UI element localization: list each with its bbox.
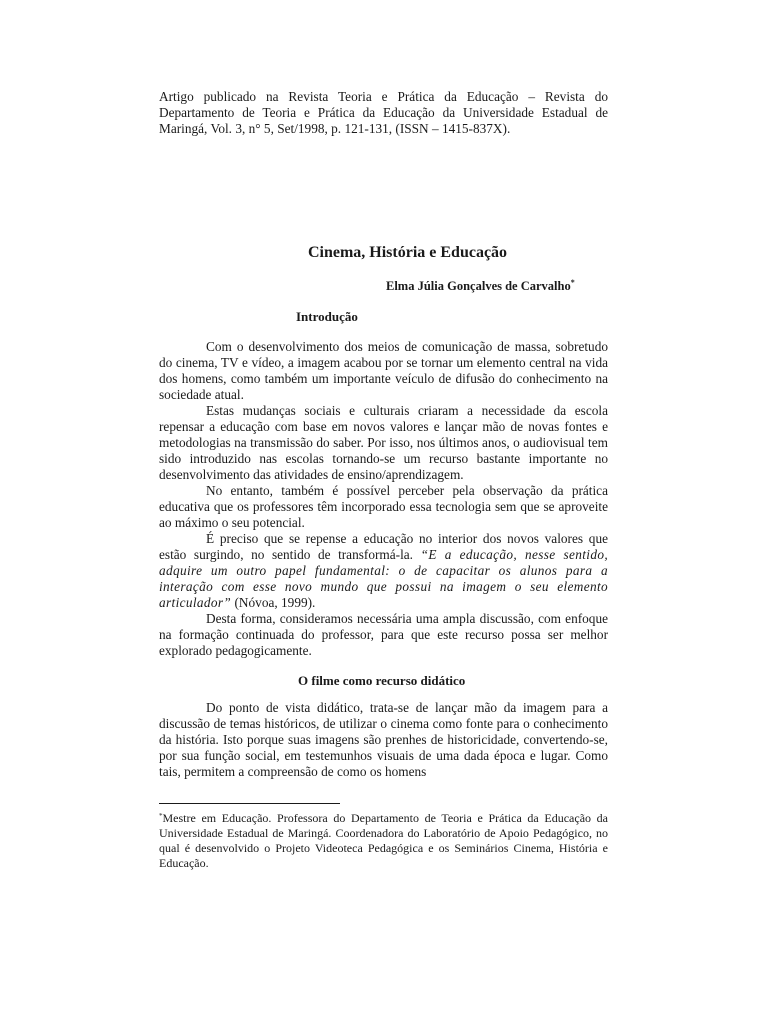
- footnote-text: Mestre em Educação. Professora do Departamento de Teoria e Prática da Educação da Universidade Estadual de Maringá. Coordenadora do Laboratório de Apoio Pedagógico, no qual é desenvolvido o Projeto Videoteca Pedagógica e os Seminários Cinema, História e Educação.: [159, 811, 608, 870]
- introduction-body: [159, 339, 608, 659]
- section-heading-introduction: Introdução: [296, 309, 358, 324]
- film-section-body: [159, 700, 608, 780]
- footnote: [159, 811, 608, 871]
- paragraph: Com o desenvolvimento dos meios de comunicação de massa, sobretudo do cinema, TV e vídeo, a imagem acabou por se tornar um elemento central na vida dos homens, como também um importante veículo de difusão do conhecimento na sociedade atual.: [159, 339, 608, 402]
- paragraph: Estas mudanças sociais e culturais criaram a necessidade da escola repensar a educação com base em novos valores e lançar mão de novas fontes e metodologias na transmissão do saber. Por isso, nos últimos anos, o audiovisual tem sido introduzido nas escolas tornando-se um recurso bastante importante no desenvolvimento das atividades de ensino/aprendizagem.: [159, 403, 608, 482]
- paragraph: Do ponto de vista didático, trata-se de lançar mão da imagem para a discussão de temas históricos, de utilizar o cinema como fonte para o conhecimento da história. Isto porque suas imagens são prenhes de historicidade, convertendo-se, por sua função social, em testemunhos visuais de uma dada época e lugar. Como tais, permitem a compreensão de como os homens: [159, 700, 608, 779]
- footnote-separator: [159, 803, 340, 804]
- paragraph-text: É preciso que se repense a educação no interior dos novos valores que estão surgindo, no sentido de transformá-la.: [159, 531, 608, 562]
- block-quote: “E a educação, nesse sentido, adquire um outro papel fundamental: o de capacitar os alunos para a interação com esse novo mundo que possui na imagem o seu elemento articulador”: [159, 547, 609, 610]
- paragraph-with-quote: [159, 531, 608, 611]
- author-line: [386, 279, 575, 294]
- footnote-mark: *: [159, 812, 163, 820]
- publication-reference: Artigo publicado na Revista Teoria e Prática da Educação – Revista do Departamento de Teoria e Prática da Educação da Universidade Estadual de Maringá, Vol. 3, n° 5, Set/1998, p. 121-131, (ISSN – 1415-837X).: [159, 89, 608, 136]
- paragraph: Desta forma, consideramos necessária uma ampla discussão, com enfoque na formação continuada do professor, para que este recurso possa ser melhor explorado pedagogicamente.: [159, 611, 608, 658]
- author-name: Elma Júlia Gonçalves de Carvalho: [386, 279, 571, 293]
- section-heading-film: O filme como recurso didático: [298, 673, 466, 688]
- author-footnote-mark: *: [570, 278, 575, 287]
- citation: (Nóvoa, 1999).: [231, 595, 316, 610]
- article-title: Cinema, História e Educação: [307, 244, 508, 261]
- paragraph: No entanto, também é possível perceber pela observação da prática educativa que os professores têm incorporado essa tecnologia sem que se aproveite ao máximo o seu potencial.: [159, 483, 608, 530]
